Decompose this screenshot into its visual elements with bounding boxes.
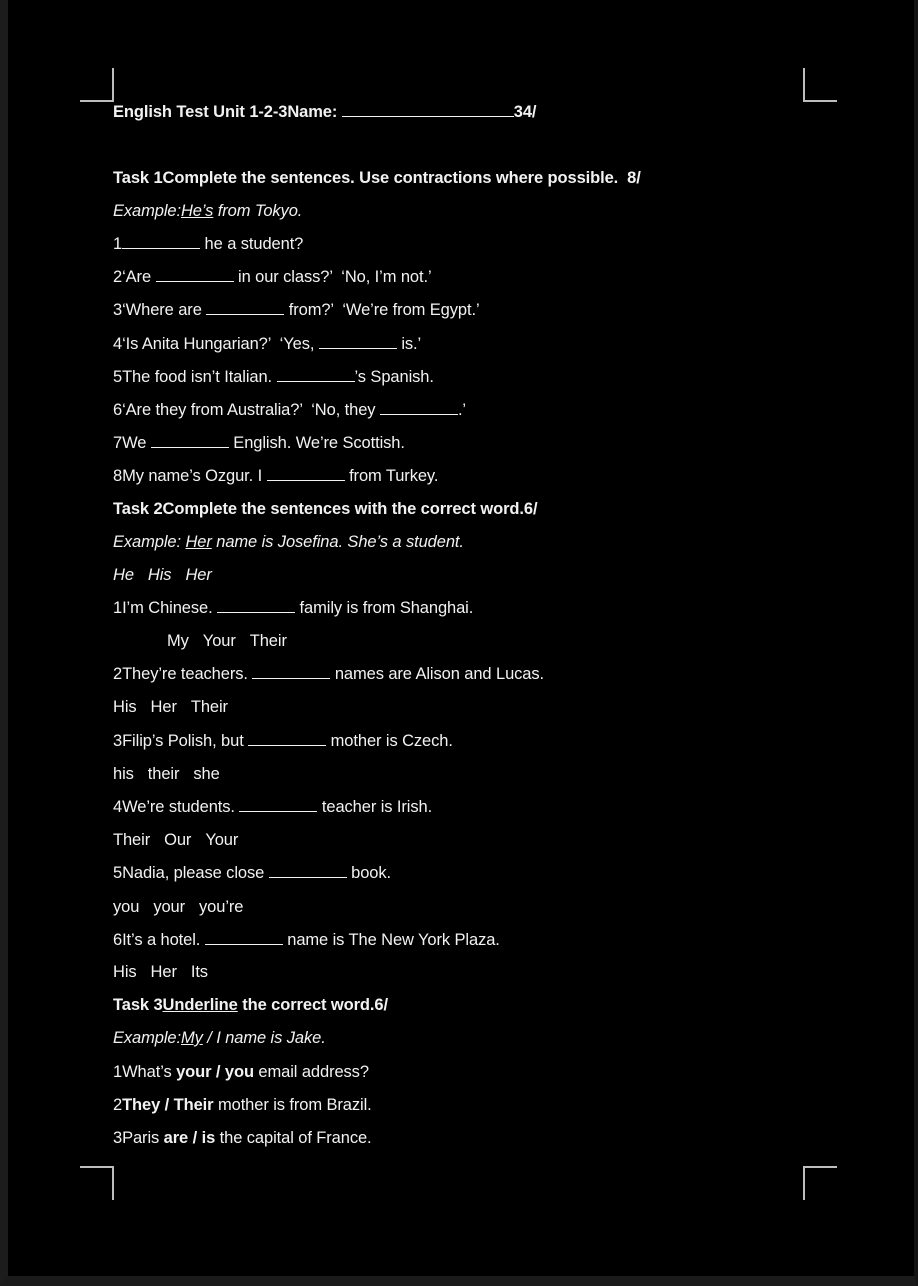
text-segment: Her: [185, 566, 212, 584]
task3-item: [113, 1062, 369, 1082]
text-segment: Your: [205, 831, 239, 849]
crop-mark-bottom-right: [803, 1166, 837, 1200]
text-segment: the correct word.6/: [237, 996, 388, 1014]
text-segment: Complete the sentences with the correct word.6/: [162, 500, 538, 518]
text-segment: The food isn’t Italian.: [122, 368, 277, 386]
crop-mark-top-left: [80, 68, 114, 102]
text-segment: 5: [113, 368, 123, 386]
answer-blank: [206, 300, 284, 315]
text-segment: His: [113, 963, 137, 981]
text-segment: 2: [113, 1096, 123, 1114]
text-segment: Complete the sentences. Use contractions where possible. 8/: [162, 169, 641, 187]
text-segment: Their: [190, 698, 228, 716]
text-segment: teacher is Irish.: [317, 798, 433, 816]
crop-mark-bottom-left: [80, 1166, 114, 1200]
choice-pair: They / Their: [122, 1096, 214, 1114]
answer-blank: [217, 598, 295, 613]
text-segment: Filip’s Polish, but: [122, 732, 249, 750]
text-segment: name is The New York Plaza.: [282, 931, 500, 949]
example-answer: My: [180, 1029, 203, 1047]
text-segment: Your: [202, 632, 236, 650]
task2-item: [113, 797, 432, 817]
text-segment: mother is Czech.: [326, 732, 453, 750]
text-segment: from?’ ‘We’re from Egypt.’: [284, 301, 480, 319]
text-segment: He: [113, 566, 134, 584]
task1-heading: [113, 168, 641, 188]
text-segment: is.’: [396, 335, 422, 353]
answer-blank: [239, 797, 317, 812]
task2-options: [113, 764, 234, 784]
text-segment: Example:: [113, 1029, 181, 1047]
task1-item: [113, 433, 405, 453]
task3-item: [113, 1128, 372, 1148]
text-segment: 2: [113, 665, 123, 683]
text-segment: Paris: [122, 1129, 164, 1147]
text-segment: their: [147, 765, 180, 783]
text-segment: 3: [113, 1129, 123, 1147]
text-segment: They’re teachers.: [122, 665, 253, 683]
text-segment: 8: [113, 467, 123, 485]
task1-item: [113, 234, 303, 254]
text-segment: 1: [113, 599, 123, 617]
text-segment: We’re students.: [122, 798, 240, 816]
answer-blank: [205, 930, 283, 945]
text-segment: he a student?: [200, 235, 304, 253]
task2-options: [113, 962, 222, 982]
text-segment: It’s a hotel.: [122, 931, 205, 949]
text-segment: book.: [346, 864, 392, 882]
task3-example: [113, 1028, 326, 1048]
text-segment: Her: [150, 963, 177, 981]
task1-item: [113, 300, 480, 320]
total-score: 34/: [513, 103, 537, 121]
example-answer: Her: [185, 533, 212, 551]
text-segment: 1: [113, 235, 123, 253]
example-answer: He’s: [180, 202, 214, 220]
text-segment: English. We’re Scottish.: [228, 434, 405, 452]
answer-blank: [122, 234, 200, 249]
task3-item: [113, 1095, 372, 1115]
text-segment: / I name is Jake.: [202, 1029, 326, 1047]
task1-item: [113, 334, 421, 354]
task2-options: [113, 830, 252, 850]
task2-item: [113, 731, 453, 751]
text-segment: Their: [113, 831, 151, 849]
task2-item: [113, 664, 544, 684]
text-segment: from Tokyo.: [213, 202, 303, 220]
text-segment: Task 2: [113, 500, 163, 518]
text-segment: ‘Are they from Australia?’ ‘No, they: [122, 401, 380, 419]
task1-item: [113, 267, 432, 287]
choice-pair: your / you: [176, 1063, 254, 1081]
text-segment: 7: [113, 434, 123, 452]
text-segment: 3: [113, 301, 123, 319]
text-segment: the capital of France.: [215, 1129, 372, 1147]
task1-item: [113, 400, 466, 420]
answer-blank: [380, 400, 458, 415]
task2-options: [113, 897, 257, 917]
task3-heading: [113, 995, 388, 1015]
text-segment: Its: [190, 963, 208, 981]
text-segment: his: [113, 765, 134, 783]
task1-example: [113, 201, 302, 221]
text-segment: 2: [113, 268, 123, 286]
answer-blank: [151, 433, 229, 448]
text-segment: Their: [249, 632, 287, 650]
text-segment: 6: [113, 401, 123, 419]
text-segment: .’: [457, 401, 467, 419]
test-title: English Test Unit 1-2-3: [113, 103, 288, 121]
text-segment: email address?: [253, 1063, 369, 1081]
name-blank: [342, 102, 514, 117]
text-segment: 4: [113, 335, 123, 353]
text-segment: I’m Chinese.: [122, 599, 218, 617]
answer-blank: [277, 367, 355, 382]
text-segment: What’s: [122, 1063, 177, 1081]
task2-item: [113, 598, 473, 618]
text-segment: Our: [164, 831, 192, 849]
text-segment: you: [113, 898, 140, 916]
text-segment: ‘Where are: [122, 301, 207, 319]
task2-heading: [113, 499, 537, 519]
text-segment: in our class?’ ‘No, I’m not.’: [233, 268, 432, 286]
task2-example: [113, 532, 464, 552]
text-segment: Task 3: [113, 996, 163, 1014]
text-segment: Task 1: [113, 169, 163, 187]
text-segment: Nadia, please close: [122, 864, 269, 882]
task2-options: [113, 697, 242, 717]
text-segment: she: [193, 765, 220, 783]
text-segment: ‘Is Anita Hungarian?’ ‘Yes,: [122, 335, 319, 353]
answer-blank: [252, 664, 330, 679]
text-segment: ‘Are: [122, 268, 156, 286]
task2-options: [167, 631, 301, 651]
task1-item: [113, 466, 438, 486]
answer-blank: [267, 466, 345, 481]
task2-example-options: [113, 565, 226, 585]
test-header: [113, 102, 536, 122]
text-segment: 3: [113, 732, 123, 750]
text-segment: names are Alison and Lucas.: [330, 665, 545, 683]
task1-item: [113, 367, 434, 387]
crop-mark-top-right: [803, 68, 837, 102]
text-segment: Her: [150, 698, 177, 716]
answer-blank: [248, 731, 326, 746]
text-segment: Example:: [113, 533, 186, 551]
answer-blank: [156, 267, 234, 282]
text-segment: ’s Spanish.: [354, 368, 434, 386]
text-segment: We: [122, 434, 151, 452]
answer-blank: [319, 334, 397, 349]
text-segment: Underline: [162, 996, 238, 1014]
text-segment: His: [113, 698, 137, 716]
text-segment: 1: [113, 1063, 123, 1081]
text-segment: My name’s Ozgur. I: [122, 467, 267, 485]
text-segment: Example:: [113, 202, 181, 220]
text-segment: My: [167, 632, 189, 650]
text-segment: name is Josefina. She’s a student.: [211, 533, 464, 551]
answer-blank: [269, 863, 347, 878]
choice-pair: are / is: [163, 1129, 216, 1147]
name-label: Name:: [287, 103, 342, 121]
task2-item: [113, 930, 500, 950]
text-segment: 4: [113, 798, 123, 816]
text-segment: family is from Shanghai.: [295, 599, 474, 617]
text-segment: from Turkey.: [344, 467, 439, 485]
text-segment: you’re: [199, 898, 244, 916]
text-segment: your: [153, 898, 186, 916]
text-segment: 6: [113, 931, 123, 949]
task2-item: [113, 863, 391, 883]
text-segment: His: [147, 566, 172, 584]
text-segment: mother is from Brazil.: [213, 1096, 372, 1114]
text-segment: 5: [113, 864, 123, 882]
